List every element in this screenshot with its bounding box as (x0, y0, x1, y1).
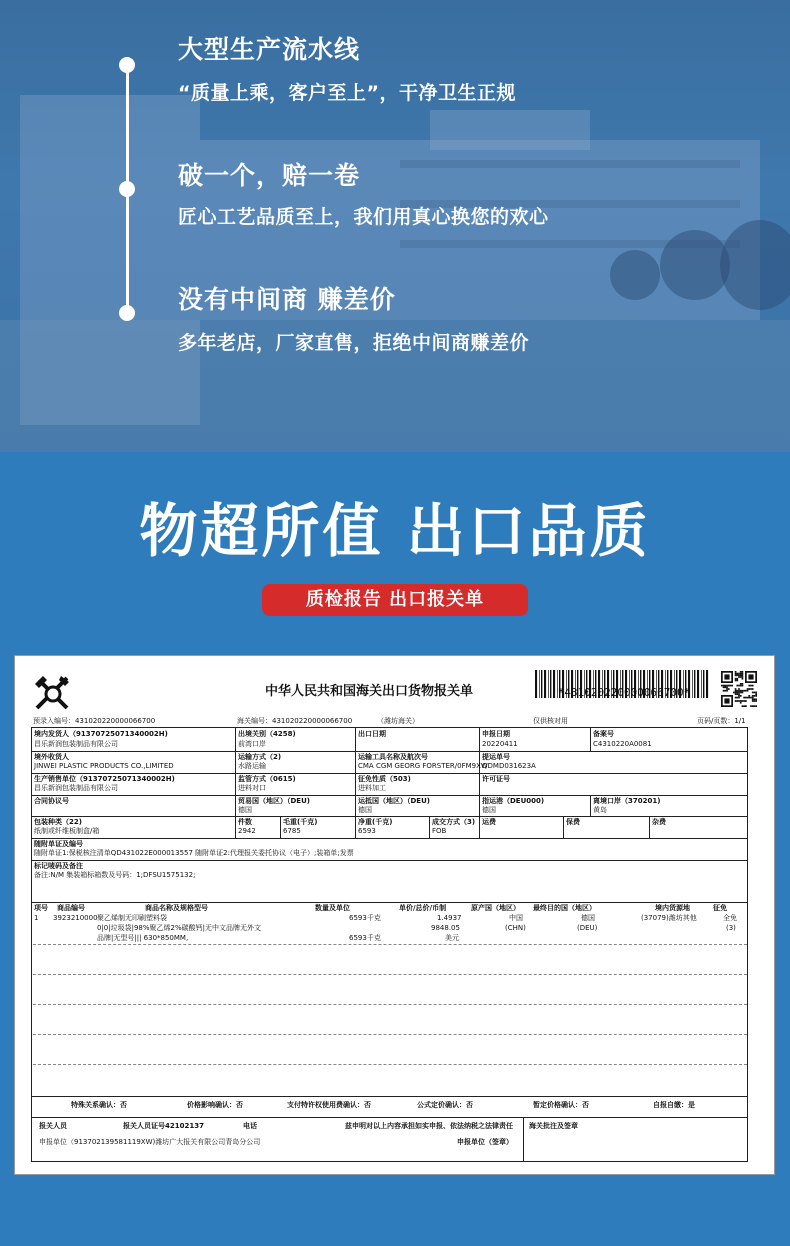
field-value: 水路运输 (238, 762, 266, 770)
qr-module (736, 685, 738, 687)
field-label: 毛重(千克) (283, 818, 318, 826)
qr-module (740, 683, 742, 685)
qr-module (738, 674, 740, 676)
field-label: 运抵国（地区）（DEU) (358, 797, 430, 805)
qr-module (726, 685, 728, 687)
field-value: 随附单证1:保税核注清单QD431022E000013557 随附单证2:代理报关委托协议（电子）;装箱单;发票 (34, 849, 354, 857)
goods-unit-price: 1.4937 (437, 914, 462, 922)
goods-quantity: 6593千克 (349, 934, 381, 942)
row-separator (33, 1004, 747, 1005)
qr-module (724, 690, 726, 692)
goods-currency: 美元 (445, 934, 459, 942)
qr-module (735, 700, 737, 702)
qr-module (721, 685, 723, 687)
qr-module (754, 705, 756, 707)
qr-module (740, 695, 742, 697)
feature-subtitle: 多年老店，厂家直售，拒绝中间商赚差价 (178, 332, 530, 354)
customs-approval-label: 海关批注及签章 (529, 1122, 578, 1130)
goods-header: 商品编号 (57, 904, 85, 912)
qr-module (740, 685, 742, 687)
page-count: 页码/页数：1/1 (697, 717, 746, 725)
customs-office: （潍坊海关） (377, 717, 419, 725)
goods-item-no: 1 (34, 914, 39, 922)
goods-header: 境内货源地 (655, 904, 690, 912)
field-label: 备案号 (593, 730, 614, 738)
field-value: 进料加工 (358, 784, 386, 792)
field-label: 生产销售单位（91370725071340002H) (34, 775, 175, 783)
goods-origin: 中国 (509, 914, 523, 922)
goods-header: 征免 (713, 904, 727, 912)
qr-module (750, 688, 752, 690)
goods-header: 最终目的国（地区） (533, 904, 596, 912)
row-separator (33, 1034, 747, 1035)
goods-destination: 德国 (581, 914, 595, 922)
field-label: 包装种类（22) (34, 818, 82, 826)
qr-module (742, 676, 744, 678)
qr-module (740, 673, 742, 675)
qr-module (724, 685, 726, 687)
qr-module (724, 686, 726, 688)
qr-module (742, 685, 744, 687)
field-label: 离境口岸（370201) (593, 797, 661, 805)
qr-module (736, 693, 738, 695)
declaring-unit-seal: 申报单位（签章） (457, 1138, 513, 1146)
confirm-royalty: 支付特许权使用费确认：否 (287, 1101, 371, 1109)
qr-module (738, 676, 740, 678)
field-label: 净重(千克) (358, 818, 393, 826)
field-value: 前湾口岸 (238, 740, 266, 748)
qr-module (743, 697, 745, 699)
goods-header: 原产国（地区） (471, 904, 520, 912)
phone-label: 电话 (243, 1122, 257, 1130)
tree (720, 220, 790, 310)
qr-module (750, 685, 752, 687)
qr-module (731, 685, 733, 687)
goods-total-price: 9848.05 (431, 924, 460, 932)
document-title: 中华人民共和国海关出口货物报关单 (265, 684, 474, 699)
qr-module (735, 671, 737, 673)
qr-module (738, 688, 740, 690)
qr-module (742, 705, 744, 707)
field-label: 境内发货人（91370725071340002H) (34, 730, 168, 738)
qr-module (735, 680, 737, 682)
goods-spec: 0|0|垃圾袋|98%聚乙烯2%碳酸钙|无中文品牌无外文 (97, 924, 262, 932)
declaring-unit: 申报单位（913702139581119XW)潍坊广大报关有限公司青岛分公司 (39, 1138, 261, 1146)
field-label: 出口日期 (358, 730, 386, 738)
qr-module (748, 695, 750, 697)
qr-module (724, 674, 729, 679)
row-separator (33, 944, 747, 945)
field-value: 昌乐新润包装制品有限公司 (34, 740, 118, 748)
qr-module (745, 697, 747, 699)
field-value: 6785 (283, 827, 301, 835)
goods-quantity: 6593千克 (349, 914, 381, 922)
goods-spec: 品牌|无型号||| 630*850MM, (97, 934, 189, 942)
qr-module (743, 705, 745, 707)
qr-module (726, 690, 728, 692)
qr-module (726, 688, 728, 690)
goods-name: 聚乙烯制无印刷塑料袋 (97, 914, 167, 922)
qr-module (755, 700, 757, 702)
feature-title: 没有中间商 赚差价 (178, 285, 396, 314)
confirm-provisional-price: 暂定价格确认：否 (533, 1101, 589, 1109)
qr-module (745, 690, 747, 692)
field-label: 运费 (482, 818, 496, 826)
qr-module (754, 700, 756, 702)
qr-module (752, 698, 754, 700)
qr-module (738, 693, 740, 695)
goods-source: (37079)潍坊其他 (641, 914, 697, 922)
field-label: 运输工具名称及航次号 (358, 753, 428, 761)
qr-module (743, 700, 745, 702)
field-value: FOB (432, 827, 447, 835)
qr-module (740, 690, 742, 692)
qr-module (752, 688, 754, 690)
field-value: 备注:N/M 集装箱标箱数及号码：1;DFSU1575132; (34, 871, 196, 879)
field-value: 德国 (358, 806, 372, 814)
qr-module (752, 705, 754, 707)
qr-module (724, 698, 729, 703)
qr-module (745, 705, 747, 707)
qr-module (747, 690, 749, 692)
qr-module (755, 695, 757, 697)
qr-module (735, 674, 737, 676)
qr-module (738, 673, 740, 675)
qr-module (740, 692, 742, 694)
declarant-label: 报关人员 (39, 1122, 67, 1130)
feature-subtitle: “质量上乘，客户至上”，干净卫生正规 (178, 82, 516, 104)
field-label: 征免性质（503) (358, 775, 411, 783)
field-label: 指运港（DEU000) (482, 797, 545, 805)
qr-module (754, 698, 756, 700)
pre-entry-number: 预录入编号：431020220000066700 (33, 717, 156, 725)
qr-module (755, 705, 757, 707)
field-label: 许可证号 (482, 775, 510, 783)
qr-module (736, 690, 738, 692)
section-title: 物超所值 出口品质 (139, 497, 651, 565)
field-value: JINWEI PLASTIC PRODUCTS CO.,LIMITED (34, 762, 174, 770)
qr-module (723, 686, 725, 688)
qr-module (754, 692, 756, 694)
customs-emblem-icon (33, 674, 73, 712)
barcode-number: *431020220000066700* (557, 686, 691, 699)
qr-module (748, 685, 750, 687)
row-separator (33, 974, 747, 975)
field-label: 贸易国（地区）（DEU) (238, 797, 310, 805)
qr-module (735, 692, 737, 694)
field-value: 黄岛 (593, 806, 607, 814)
building-block (430, 110, 590, 150)
goods-header: 商品名称及规格型号 (145, 904, 208, 912)
legal-statement: 兹申明对以上内容承担如实申报、依法纳税之法律责任 (345, 1122, 513, 1130)
customs-number: 海关编号：431020220000066700 (237, 717, 353, 725)
confirm-price-influence: 价格影响确认：否 (187, 1101, 243, 1109)
goods-header: 数量及单位 (315, 904, 350, 912)
qr-module (745, 700, 747, 702)
qr-module (742, 690, 744, 692)
qr-module (735, 673, 737, 675)
field-label: 监管方式（0615) (238, 775, 296, 783)
field-value: 20220411 (482, 740, 518, 748)
field-label: 杂费 (652, 818, 666, 826)
feature-subtitle: 匠心工艺品质至上，我们用真心换您的欢心 (178, 206, 549, 228)
qr-module (735, 697, 737, 699)
qr-module (738, 690, 740, 692)
goods-header: 单价/总价/币制 (399, 904, 447, 912)
qr-module (735, 693, 737, 695)
timeline-dot (119, 305, 135, 321)
qr-module (748, 674, 753, 679)
qr-module (728, 685, 730, 687)
field-label: 提运单号 (482, 753, 510, 761)
qr-module (740, 676, 742, 678)
field-label: 标记唛码及备注 (34, 862, 83, 870)
qr-module (747, 688, 749, 690)
goods-origin-code: (CHN) (505, 924, 526, 932)
qr-module (728, 688, 730, 690)
qr-module (738, 685, 740, 687)
field-value: 纸制或纤维板制盒/箱 (34, 827, 100, 835)
field-label: 出境关别（4258) (238, 730, 296, 738)
qr-module (750, 697, 752, 699)
row-separator (33, 1064, 747, 1065)
field-label: 运输方式（2) (238, 753, 282, 761)
section-pill-label: 质检报告 出口报关单 (262, 584, 528, 616)
field-label: 成交方式（3) (432, 818, 476, 826)
qr-module (742, 700, 744, 702)
field-value: 进料对口 (238, 784, 266, 792)
hero-section (0, 0, 790, 452)
qr-module (736, 697, 738, 699)
qr-module (748, 688, 750, 690)
qr-module (730, 685, 732, 687)
field-value: 德国 (482, 806, 496, 814)
feature-title: 破一个，赔一卷 (178, 161, 361, 190)
qr-module (736, 673, 738, 675)
goods-destination-code: (DEU) (577, 924, 598, 932)
qr-module (750, 705, 752, 707)
qr-module (726, 686, 728, 688)
qr-module (736, 674, 738, 676)
qr-module (748, 697, 750, 699)
qr-module (752, 697, 754, 699)
qr-module (723, 685, 725, 687)
field-value: CMA CGM GEORG FORSTER/0FM9XW (358, 762, 488, 770)
qr-module (742, 683, 744, 685)
confirm-special-relation: 特殊关系确认：否 (71, 1101, 127, 1109)
qr-module (742, 674, 744, 676)
qr-module (743, 690, 745, 692)
field-label: 保费 (566, 818, 580, 826)
qr-code-icon (721, 671, 757, 707)
qr-module (736, 700, 738, 702)
goods-code: 3923210000 (53, 914, 98, 922)
qr-module (742, 692, 744, 694)
field-label: 境外收货人 (34, 753, 69, 761)
declarant-number: 报关人员证号42102137 (123, 1122, 204, 1130)
qr-module (742, 671, 744, 673)
qr-module (742, 678, 744, 680)
field-value: 6593 (358, 827, 376, 835)
feature-title: 大型生产流水线 (178, 35, 361, 64)
qr-module (736, 692, 738, 694)
timeline-dot (119, 57, 135, 73)
field-value: C4310220A0081 (593, 740, 652, 748)
qr-module (733, 692, 735, 694)
confirm-formula-pricing: 公式定价确认：否 (417, 1101, 473, 1109)
qr-module (740, 671, 742, 673)
qr-module (735, 678, 737, 680)
qr-module (738, 697, 740, 699)
goods-header: 项号 (34, 904, 48, 912)
field-value: 2942 (238, 827, 256, 835)
goods-duty: 全免 (723, 914, 737, 922)
qr-module (755, 692, 757, 694)
qr-module (752, 692, 754, 694)
field-value: 德国 (238, 806, 252, 814)
qr-module (738, 700, 740, 702)
customs-declaration-document (14, 655, 775, 1175)
tree (610, 250, 660, 300)
field-label: 随附单证及编号 (34, 840, 83, 848)
qr-module (735, 690, 737, 692)
confirm-self-declare: 自报自缴：是 (653, 1101, 695, 1109)
qr-module (723, 690, 725, 692)
qr-module (736, 678, 738, 680)
building-window (400, 160, 740, 168)
qr-module (754, 695, 756, 697)
qr-module (752, 685, 754, 687)
qr-module (752, 695, 754, 697)
field-label: 件数 (238, 818, 252, 826)
qr-module (740, 702, 742, 704)
qr-module (740, 700, 742, 702)
qr-module (738, 692, 740, 694)
qr-module (736, 680, 738, 682)
qr-module (740, 674, 742, 676)
qr-module (752, 700, 754, 702)
field-value: 昌乐新润包装制品有限公司 (34, 784, 118, 792)
qr-module (738, 695, 740, 697)
field-label: 申报日期 (482, 730, 510, 738)
qr-module (747, 697, 749, 699)
qr-module (742, 673, 744, 675)
field-value: QDMD031623A (482, 762, 536, 770)
goods-duty-code: (3) (726, 924, 736, 932)
qr-module (735, 688, 737, 690)
qr-module (755, 698, 757, 700)
field-label: 合同协议号 (34, 797, 69, 805)
verify-note: 仅供核对用 (533, 717, 568, 725)
qr-module (755, 693, 757, 695)
timeline-dot (119, 181, 135, 197)
